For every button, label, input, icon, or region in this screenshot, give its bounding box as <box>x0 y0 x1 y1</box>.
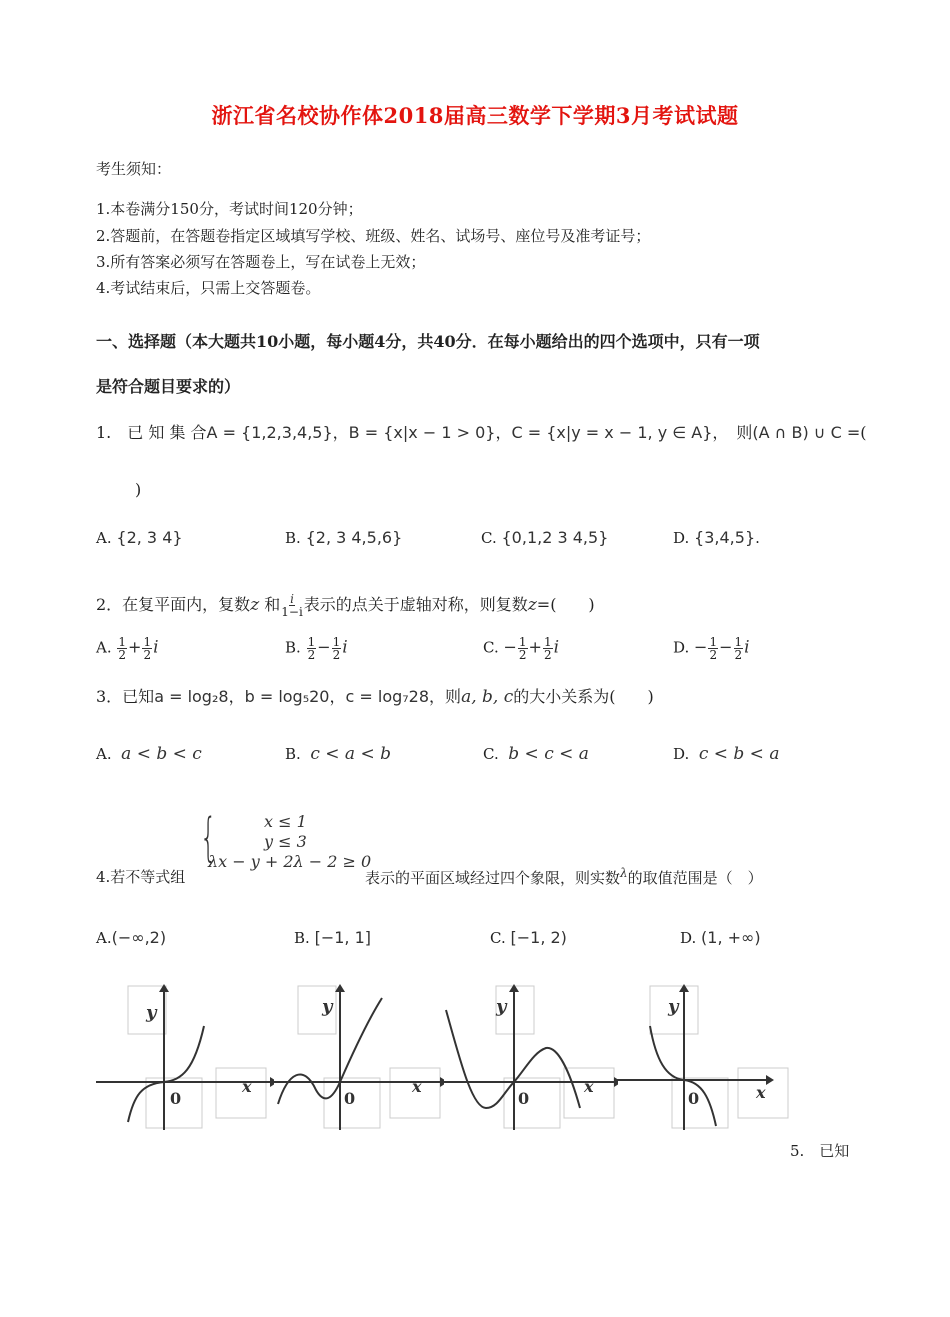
graph-2-origin: 0 <box>344 1089 356 1108</box>
q3-a: a = log₂8 <box>154 687 229 706</box>
q4-option-d: D. (1, +∞) <box>680 928 761 947</box>
graph-4-x-label: x <box>756 1083 766 1102</box>
q3-stem: 3．已知a = log₂8，b = log₅20，c = log₇28，则a, b, c的大小关系为( ) <box>96 687 654 707</box>
graph-2-y-label: y <box>322 996 333 1017</box>
graph-1-origin: 0 <box>170 1089 182 1108</box>
graph-1-x-label: x <box>242 1077 252 1096</box>
q2-option-c: C. − $\frac{1}{2}$ + $\frac{1}{2}$ i <box>483 635 560 662</box>
q3-option-b: B. c < a < b <box>285 744 391 764</box>
q3-abc: a, b, c <box>461 687 514 707</box>
q1-set-c: C = {x|y = x − 1, y ∈ A} <box>511 423 713 442</box>
q5-lead: 5. 已知 <box>790 1142 850 1160</box>
q1-stem <box>96 420 867 443</box>
q4-option-c: C. [−1, 2) <box>490 928 567 947</box>
q3-option-a: A. a < b < c <box>96 744 202 764</box>
q3-c: c = log₇28 <box>345 687 430 706</box>
q2-stem: 2．在复平面内，复数z 和 $\frac{i}{1-i}$ 表示的点关于虚轴对称，则复数z=( ) <box>96 592 595 619</box>
graph-3-y-label: y <box>496 996 507 1017</box>
graph-4-origin: 0 <box>688 1089 700 1108</box>
notice-item-2: 2.答题前，在答题卷指定区域填写学校、班级、姓名、试场号、座位号及准考证号； <box>96 227 651 245</box>
graph-3 <box>438 980 618 1130</box>
q1-expression: (A ∩ B) ∪ C = <box>752 423 861 442</box>
graph-1-y-label: y <box>146 1002 157 1023</box>
q4-option-a: A.(−∞,2) <box>96 928 167 947</box>
q1-comma-2: ， <box>495 423 512 442</box>
graph-1 <box>94 980 274 1130</box>
q1-set-b: B = {x|x − 1 > 0} <box>348 423 496 442</box>
q1-lead: 1. 已 知 集 合 <box>96 423 207 442</box>
q2-var-z-2: z <box>527 595 537 615</box>
q4-lead: 4.若不等式组 <box>96 868 186 886</box>
q2-var-z: z <box>250 595 260 615</box>
q4-option-b: B. [−1, 1] <box>294 928 371 947</box>
graph-2-x-label: x <box>412 1077 422 1096</box>
section-heading-line2: 是符合题目要求的） <box>96 377 241 396</box>
page-title: 浙江省名校协作体2018届高三数学下学期3月考试试题 <box>211 103 739 128</box>
q1-option-c: C. {0,1,2 3 4,5} <box>481 528 609 547</box>
q3-b: b = log₅20 <box>244 687 330 706</box>
q3-option-d: D. c < b < a <box>673 744 780 764</box>
graph-4 <box>612 980 792 1130</box>
graph-3-origin: 0 <box>518 1089 530 1108</box>
q2-option-b: B. $\frac{1}{2}$ − $\frac{1}{2}$ i <box>285 635 348 662</box>
q1-option-d: D. {3,4,5}. <box>673 528 760 547</box>
graph-2 <box>264 980 444 1130</box>
q1-paren-close: ) <box>135 480 142 499</box>
q4-inequality-system: { x ≤ 1 y ≤ 3 λx − y + 2λ − 2 ≥ 0 <box>200 808 372 871</box>
notice-item-4: 4.考试结束后，只需上交答题卷。 <box>96 279 321 297</box>
q2-option-a: A. $\frac{1}{2}$ + $\frac{1}{2}$ i <box>96 635 159 662</box>
q4-stem-rest: 表示的平面区域经过四个象限，则实数$^\lambda$的取值范围是（ ） <box>365 866 763 887</box>
q1-set-a: A = {1,2,3,4,5} <box>206 423 333 442</box>
q1-paren-open: ( <box>860 423 867 442</box>
notice-item-3: 3.所有答案必须写在答题卷上，写在试卷上无效； <box>96 253 426 271</box>
q1-comma-1: ， <box>332 423 349 442</box>
graph-3-x-label: x <box>584 1077 594 1096</box>
brace: { <box>200 808 217 868</box>
notice-item-1: 1.本卷满分150分，考试时间120分钟； <box>96 200 363 218</box>
notice-heading: 考生须知： <box>96 160 172 178</box>
q2-option-d: D. − $\frac{1}{2}$ − $\frac{1}{2}$ i <box>673 635 750 662</box>
section-heading-line1: 一、选择题（本大题共10小题，每小题4分，共40分．在每小题给出的四个选项中，只有一项 <box>96 332 760 351</box>
q1-comma-3: ， 则 <box>712 423 753 442</box>
q1-option-a: A. {2, 3 4} <box>96 528 183 547</box>
graph-4-y-label: y <box>668 996 679 1017</box>
q2-fraction: $\frac{i}{1-i}$ <box>281 592 303 619</box>
q1-option-b: B. {2, 3 4,5,6} <box>285 528 403 547</box>
q3-option-c: C. b < c < a <box>483 744 589 764</box>
